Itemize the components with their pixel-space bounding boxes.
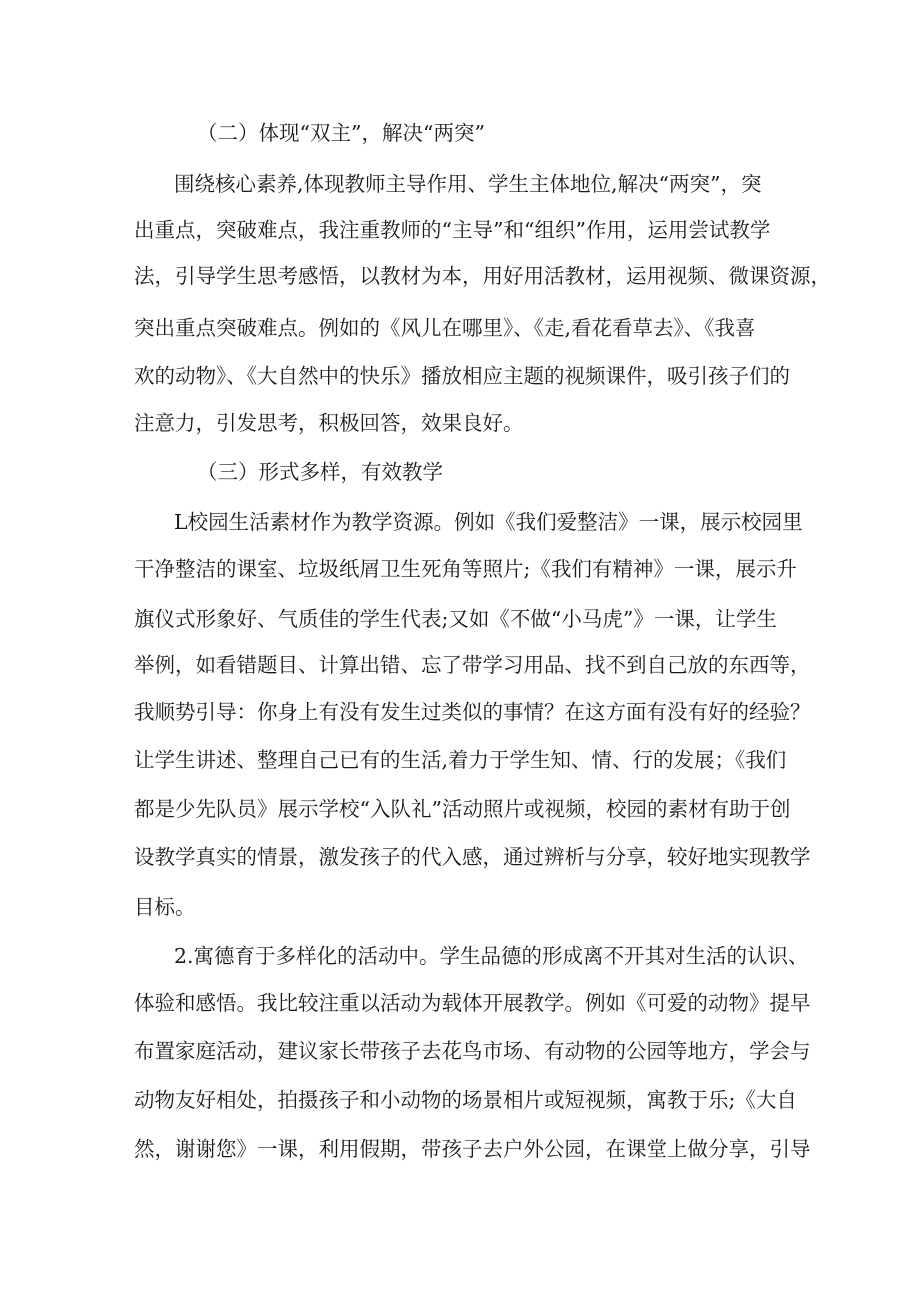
paragraph-line: 然，谢谢您》一课，利用假期，带孩子去户外公园，在课堂上做分享，引导: [134, 1137, 811, 1161]
paragraph-line: 设教学真实的情景，激发孩子的代入感，通过辨析与分享，较好地实现教学: [134, 845, 811, 869]
paragraph-line: 出重点，突破难点，我注重教师的“主导”和“组织”作用，运用尝试教学: [134, 218, 771, 242]
paragraph-line: 突出重点突破难点。例如的《风儿在哪里》、《走,看花看草去》、《我喜: [134, 316, 756, 340]
paragraph-line: 举例，如看错题目、计算出错、忘了带学习用品、找不到自己放的东西等，: [134, 653, 811, 677]
paragraph-line: L校园生活素材作为教学资源。例如《我们爱整洁》一课，展示校园里: [174, 510, 803, 534]
paragraph-line: 注意力，引发思考，积极回答，效果良好。: [134, 411, 524, 435]
paragraph-line: 我顺势引导：你身上有没有发生过类似的事情？在这方面有没有好的经验？: [134, 700, 811, 724]
paragraph-line: 布置家庭活动，建议家长带孩子去花鸟市场、有动物的公园等地方，学会与: [134, 1039, 811, 1063]
paragraph-line: 动物友好相处，拍摄孩子和小动物的场景相片或短视频，寓教于乐;《大自: [134, 1088, 797, 1112]
paragraph-line: 欢的动物》、《大自然中的快乐》播放相应主题的视频课件，吸引孩子们的: [134, 364, 790, 388]
paragraph-line: 法，引导学生思考感悟，以教材为本，用好用活教材，运用视频、微课资源，: [134, 264, 831, 288]
paragraph-line: 体验和感悟。我比较注重以活动为载体开展教学。例如《可爱的动物》提早: [134, 991, 811, 1015]
section-heading-two: （二）体现“双主”，解决“两突”: [197, 121, 485, 145]
paragraph-line: 目标。: [134, 895, 196, 919]
paragraph-line: 让学生讲述、整理自己已有的生活,着力于学生知、情、行的发展；《我们: [134, 748, 787, 772]
paragraph-line: 都是少先队员》展示学校“入队礼”活动照片或视频，校园的素材有助于创: [134, 797, 791, 821]
paragraph-line: 2.寓德育于多样化的活动中。学生品德的形成离不开其对生活的认识、: [174, 944, 809, 968]
section-heading-three: （三）形式多样，有效教学: [197, 460, 443, 484]
paragraph-line: 旗仪式形象好、气质佳的学生代表;又如《不做“小马虎”》一课，让学生: [134, 607, 777, 631]
paragraph-line: 干净整洁的课室、垃圾纸屑卫生死角等照片;《我们有精神》一课，展示升: [134, 557, 797, 581]
paragraph-line: 围绕核心素养,体现教师主导作用、学生主体地位,解决“两突”，突: [174, 172, 762, 196]
